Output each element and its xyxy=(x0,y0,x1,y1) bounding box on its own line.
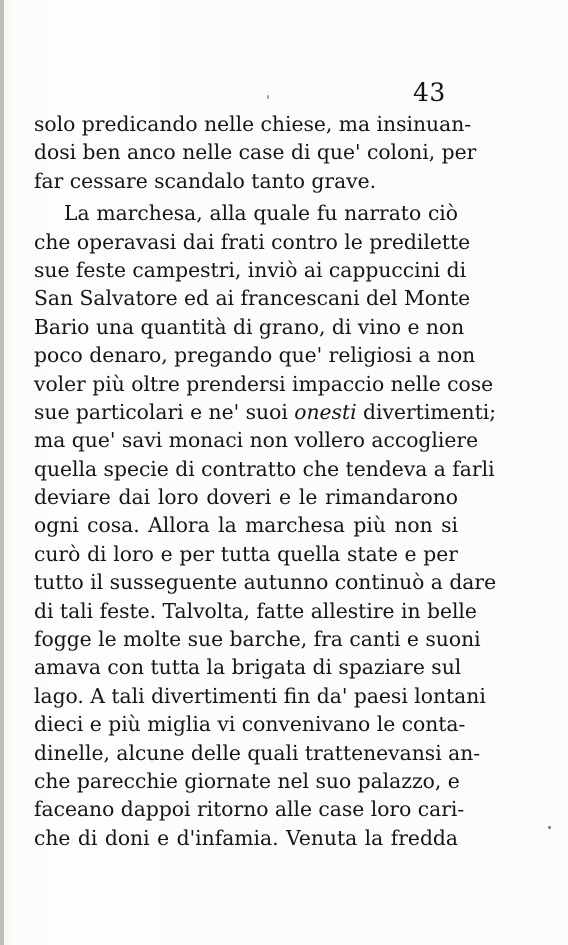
italic-word: onesti xyxy=(294,399,357,424)
text-line: poco denaro, pregando que' religiosi a non xyxy=(34,343,476,368)
text-line: tutto il susseguente autunno continuò a dare xyxy=(34,570,497,595)
paragraph xyxy=(34,110,477,195)
text-line: ma que' savi monaci non vollero accogliere xyxy=(34,428,479,453)
page-number: 43 xyxy=(413,78,446,107)
text-segment: sue particolari e ne' suoi xyxy=(34,399,288,424)
body-text xyxy=(34,110,497,852)
text-line: dieci e più miglia vi convenivano le conta- xyxy=(34,712,466,737)
paper-speck xyxy=(548,826,551,829)
text-line: amava con tutta la brigata di spaziare sul xyxy=(34,655,462,680)
text-line: curò di loro e per tutta quella state e per xyxy=(34,541,458,566)
text-line: ogni cosa. Allora la marchesa più non si xyxy=(34,513,458,538)
text-line: solo predicando nelle chiese, ma insinuan- xyxy=(34,112,472,136)
text-line xyxy=(34,398,497,426)
text-line: che parecchie giornate nel suo palazzo, e xyxy=(34,768,460,793)
text-line: dosi ben anco nelle case di que' coloni, per xyxy=(34,140,477,165)
text-line: La marchesa, alla quale fu narrato ciò xyxy=(64,201,458,226)
text-line: Bario una quantità di grano, di vino e non xyxy=(34,314,465,339)
text-line: di tali feste. Talvolta, fatte allestire in belle xyxy=(34,598,477,623)
paper-speck xyxy=(267,95,269,99)
text-line: deviare dai loro doveri e le rimandarono xyxy=(34,485,458,510)
paragraph xyxy=(34,199,497,852)
text-line: San Salvatore ed ai francescani del Monte xyxy=(34,286,471,311)
text-line: dinelle, alcune delle quali trattenevansi an- xyxy=(34,740,481,765)
text-line: che operavasi dai frati contro le predilette xyxy=(34,229,471,254)
text-line: lago. A tali divertimenti fin da' paesi lontani xyxy=(34,683,486,708)
binding-gutter xyxy=(0,0,4,945)
text-line: che di doni e d'infamia. Venuta la fredda xyxy=(34,825,458,850)
text-line: far cessare scandalo tanto grave. xyxy=(34,168,377,193)
text-line: sue feste campestri, inviò ai cappuccini di xyxy=(34,257,467,282)
text-segment: divertimenti; xyxy=(363,399,497,424)
text-line: faceano dappoi ritorno alle case loro cari- xyxy=(34,797,465,822)
text-line: fogge le molte sue barche, fra canti e suoni xyxy=(34,627,481,652)
text-line: voler più oltre prendersi impaccio nelle cose xyxy=(34,371,494,396)
text-line: quella specie di contratto che tendeva a farli xyxy=(34,456,495,481)
